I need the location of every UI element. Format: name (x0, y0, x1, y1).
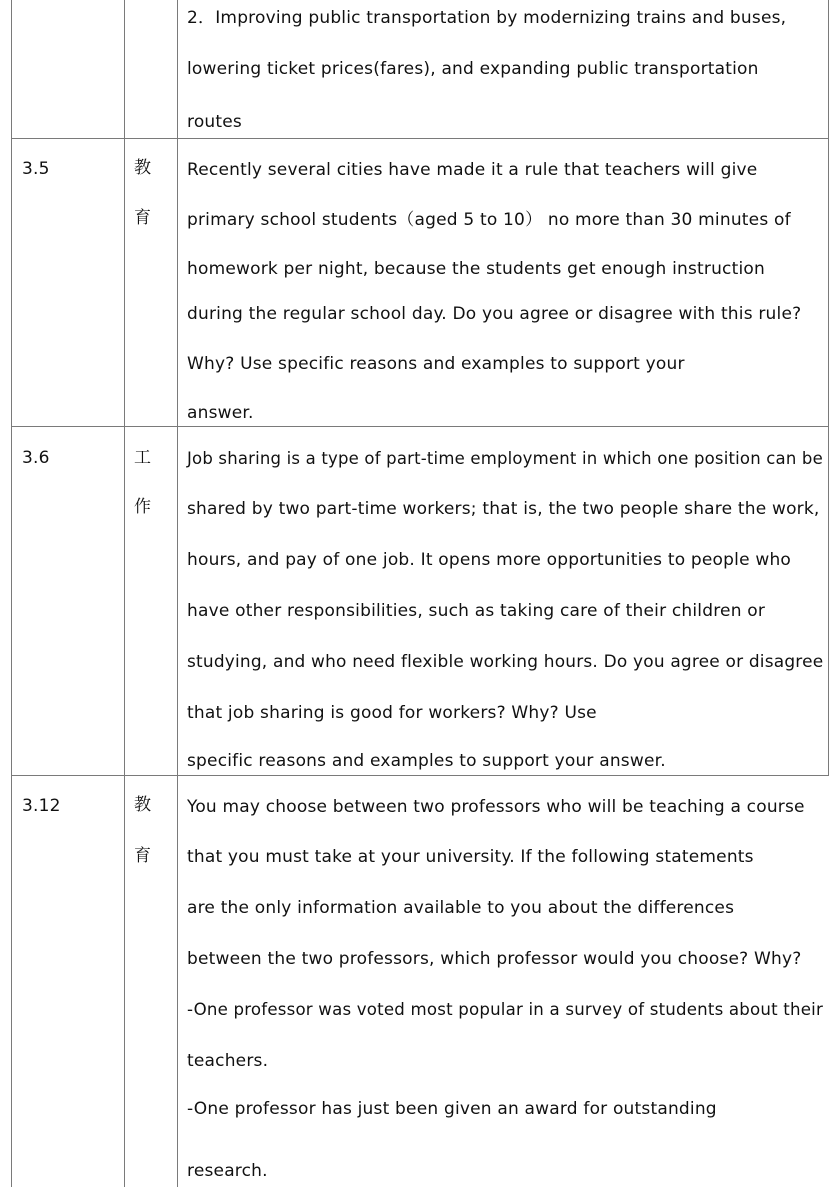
category-char: 作 (134, 497, 152, 517)
question-line: homework per night, because the students get enough instruction (187, 259, 765, 279)
question-line: primary school students（aged 5 to 10） no more than 30 minutes of (187, 210, 791, 230)
table-border-right (828, 0, 829, 776)
row-separator (11, 775, 828, 776)
question-line: between the two professors, which professor would you choose? Why? (187, 949, 802, 969)
table-border-left (11, 0, 12, 1187)
question-line: -One professor was voted most popular in a survey of students about their (187, 1000, 823, 1020)
question-line: Job sharing is a type of part-time employment in which one position can be (187, 449, 823, 469)
question-line: during the regular school day. Do you agree or disagree with this rule? (187, 304, 802, 324)
question-line: are the only information available to you about the differences (187, 898, 735, 918)
category-char: 教 (134, 158, 152, 178)
question-line: teachers. (187, 1051, 269, 1071)
question-line: You may choose between two professors who will be teaching a course (187, 797, 805, 817)
question-line: Why? Use specific reasons and examples to support your (187, 354, 685, 374)
question-line: 2．Improving public transportation by modernizing trains and buses, (187, 8, 787, 28)
category-char: 教 (134, 795, 152, 815)
question-line: Recently several cities have made it a rule that teachers will give (187, 160, 758, 180)
table-border-col1 (124, 0, 125, 1187)
row-separator (11, 426, 828, 427)
question-line: that you must take at your university. If the following statements (187, 847, 754, 867)
question-line: have other responsibilities, such as taking care of their children or (187, 601, 766, 621)
category-char: 育 (134, 846, 152, 866)
question-line: -One professor has just been given an award for outstanding (187, 1099, 717, 1119)
row-number: 3.5 (22, 159, 50, 179)
question-line: research. (187, 1161, 268, 1181)
question-line: specific reasons and examples to support your answer. (187, 751, 666, 771)
question-line: hours, and pay of one job. It opens more opportunities to people who (187, 550, 792, 570)
question-line: lowering ticket prices(fares), and expanding public transportation (187, 59, 759, 79)
question-line: shared by two part-time workers; that is, the two people share the work, (187, 499, 820, 519)
row-number: 3.6 (22, 448, 50, 468)
question-line: answer. (187, 403, 254, 423)
table-border-col2 (177, 0, 178, 1187)
category-char: 育 (134, 208, 152, 228)
question-line: studying, and who need flexible working hours. Do you agree or disagree (187, 652, 824, 672)
category-char: 工 (134, 448, 152, 468)
question-line: routes (187, 112, 242, 132)
row-separator (11, 138, 828, 139)
row-number: 3.12 (22, 796, 61, 816)
question-line: that job sharing is good for workers? Why? Use (187, 703, 597, 723)
